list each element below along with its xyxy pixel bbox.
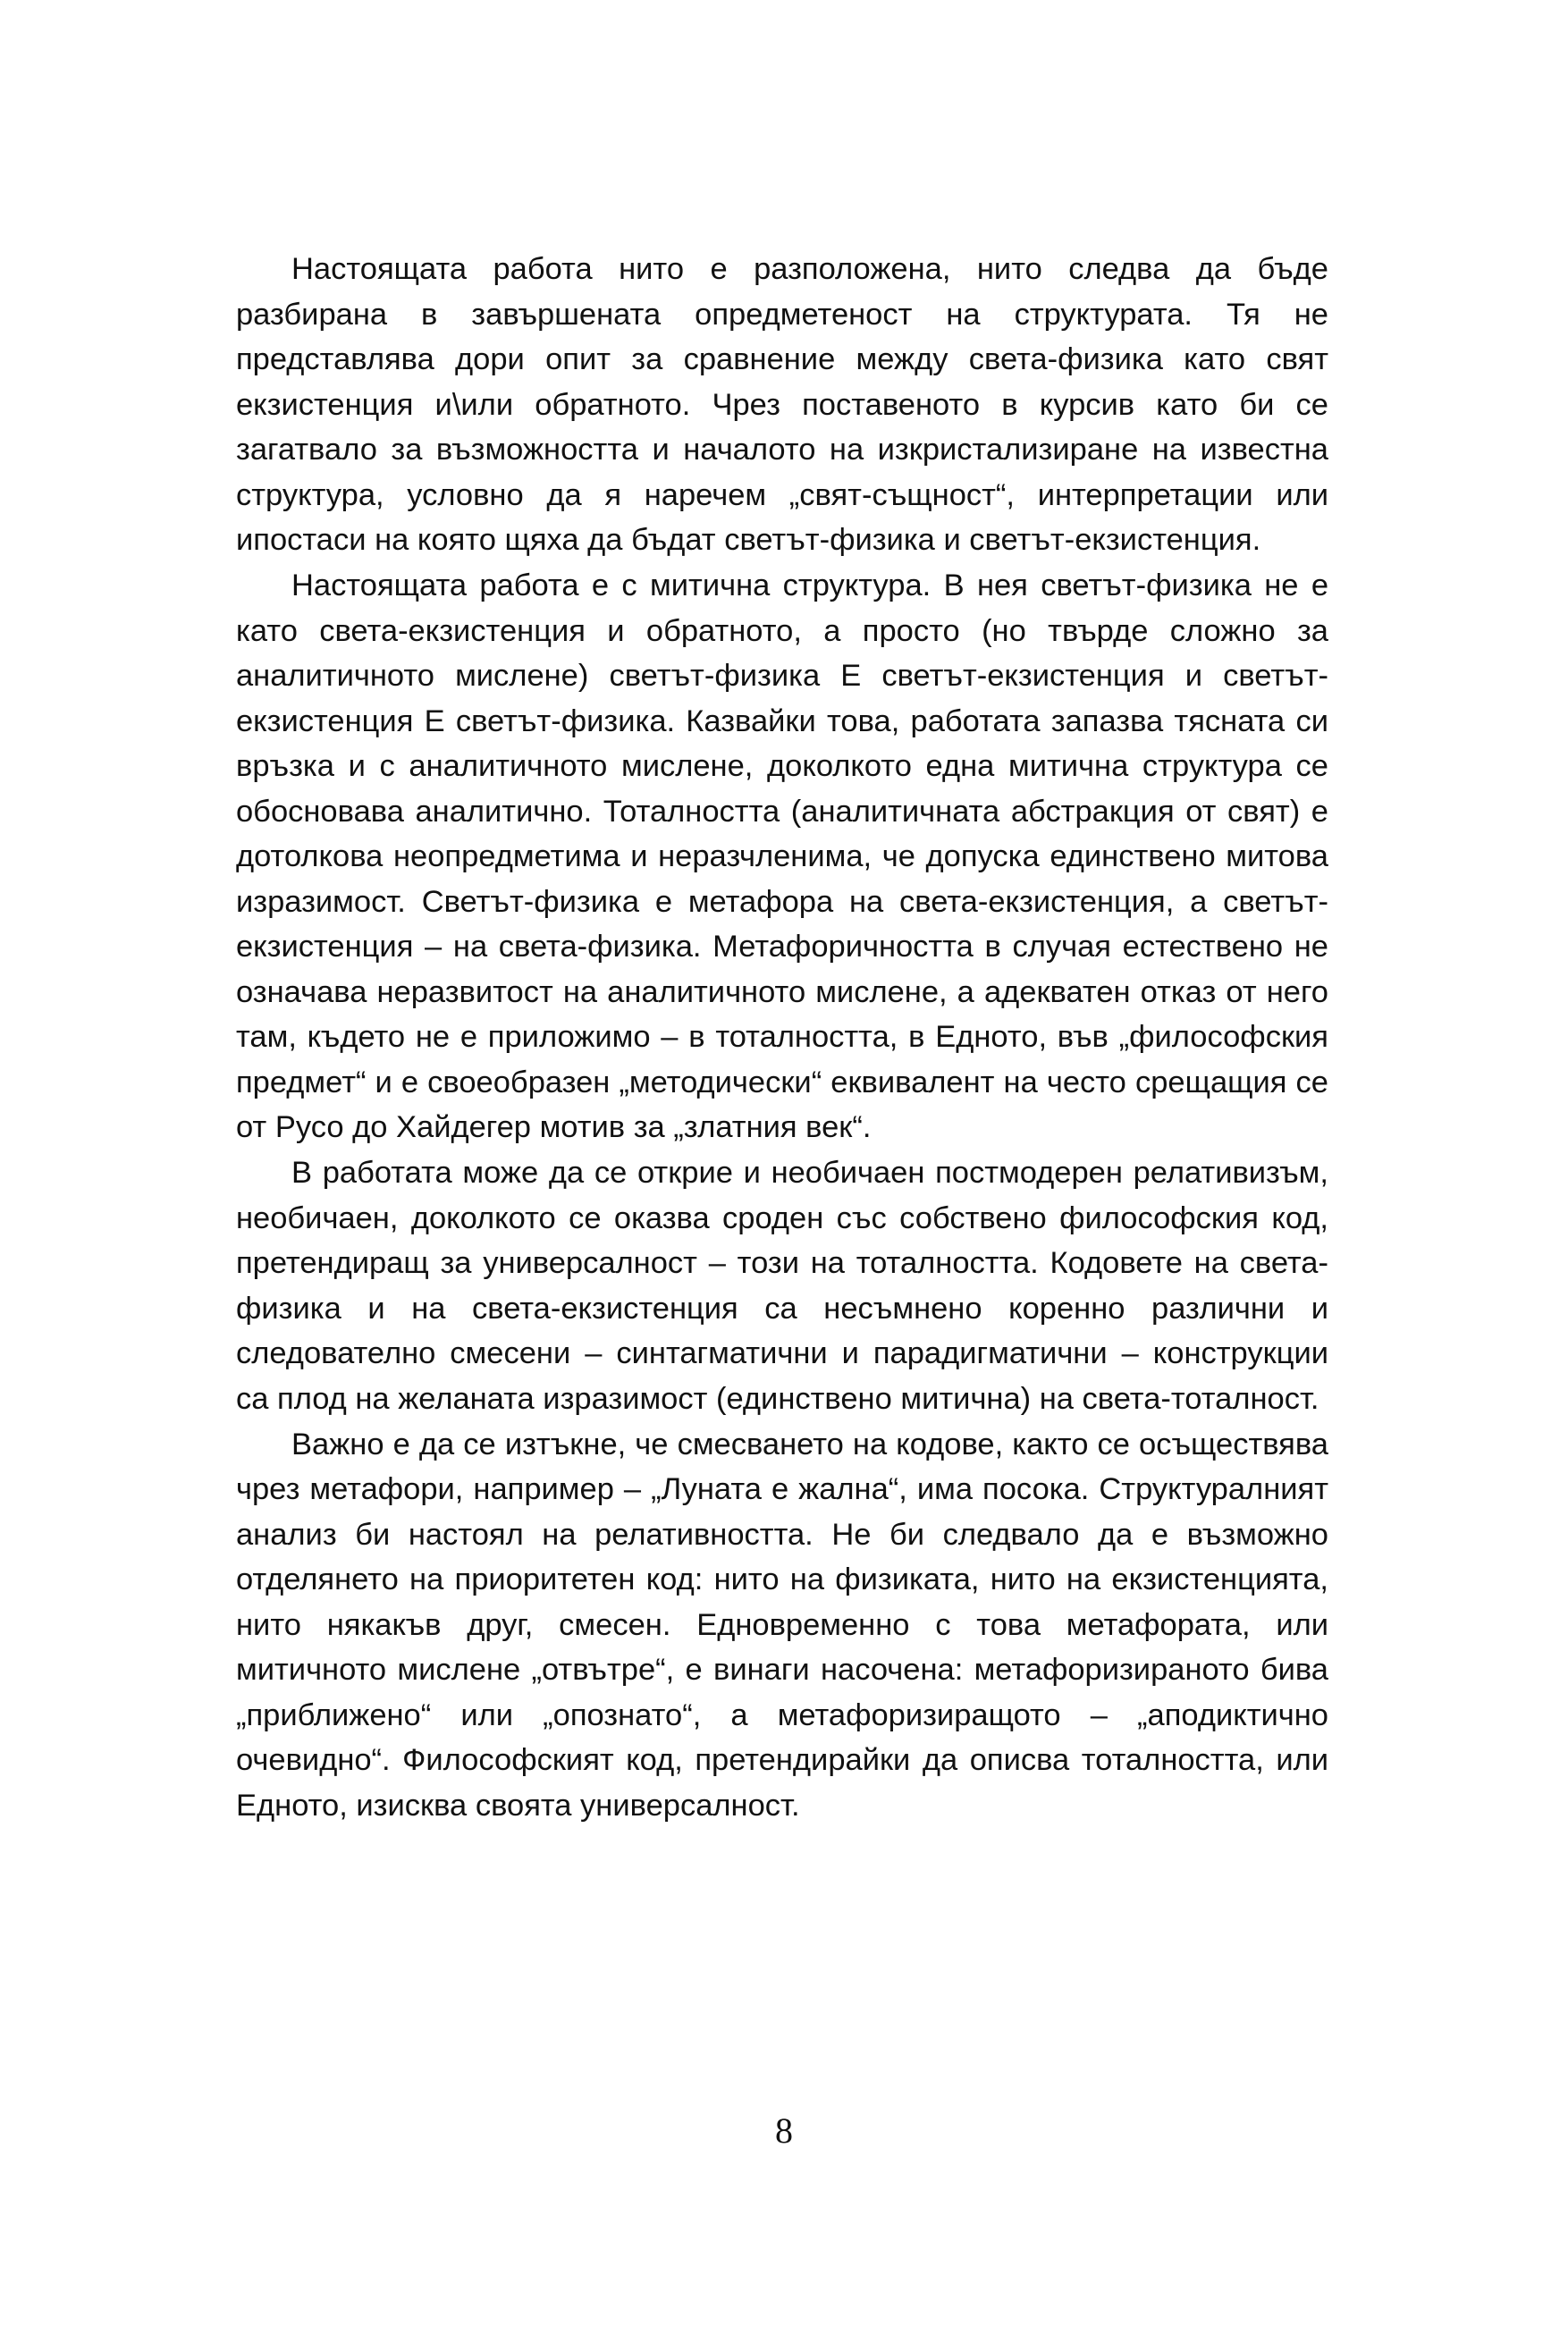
page-number: 8 [775,2110,793,2151]
paragraph-3: В работата може да се открие и необичаен постмодерен релативизъм, необичаен, доколкото се оказва сроден със собствено философския код, претендиращ за универсалност – този на тоталността. Кодовете на света-физика и на света-екзистенция са несъмнено коренно различни и следователно смесени – синтагматични и парадигматични – конструкции са плод на желаната изразимост (единствено митична) на света-тоталност. [236,1156,1328,1416]
paragraph-1: Настоящата работа нито е разположена, нито следва да бъде разбирана в завършената опредметеност на структурата. Тя не представлява дори опит за сравнение между света-физика като свят екзистенция и\или обратното. Чрез поставеното в курсив като би се загатвало за възможността и началото на изкристализиране на известна структура, условно да я наречем „свят-същност“, интерпретации или ипостаси на която щяха да бъдат светът-физика и светът-екзистенция. [236,252,1328,557]
paragraph-4: Важно е да се изтъкне, че смесването на кодове, както се осъществява чрез метафори, например – „Луната е жална“, има посока. Структуралният анализ би настоял на релативността. Не би следвало да е възможно отделянето на приоритетен код: нито на физиката, нито на екзистенцията, нито някакъв друг, смесен. Едновременно с това метафората, или митичното мислене „отвътре“, е винаги насочена: метафоризираното бива „приближено“ или „опознато“, а метафоризиращото – „аподиктично очевидно“. Философският код, претендирайки да описва тоталността, или Едното, изисква своята универсалност. [236,1427,1328,1823]
paragraph-2: Настоящата работа е с митична структура. В нея светът-физика не е като света-екзистенция и обратното, а просто (но твърде сложно за аналитичното мислене) светът-физика Е светът-екзистенция и светът-екзистенция Е светът-физика. Казвайки това, работата запазва тясната си връзка и с аналитичното мислене, доколкото една митична структура се обосновава аналитично. Тоталността (аналитичната абстракция от свят) е дотолкова неопредметима и неразчленима, че допуска единствено митова изразимост. Светът-физика е метафора на света-екзистенция, а светът-екзистенция – на света-физика. Метафоричността в случая естествено не означава неразвитост на аналитичното мислене, а адекватен отказ от него там, където не е приложимо – в тоталността, в Едното, във „философския предмет“ и е своеобразен „методически“ еквивалент на често срещащия се от Русо до Хайдегер мотив за „златния век“. [236,569,1328,1144]
body-text [236,247,1328,1829]
